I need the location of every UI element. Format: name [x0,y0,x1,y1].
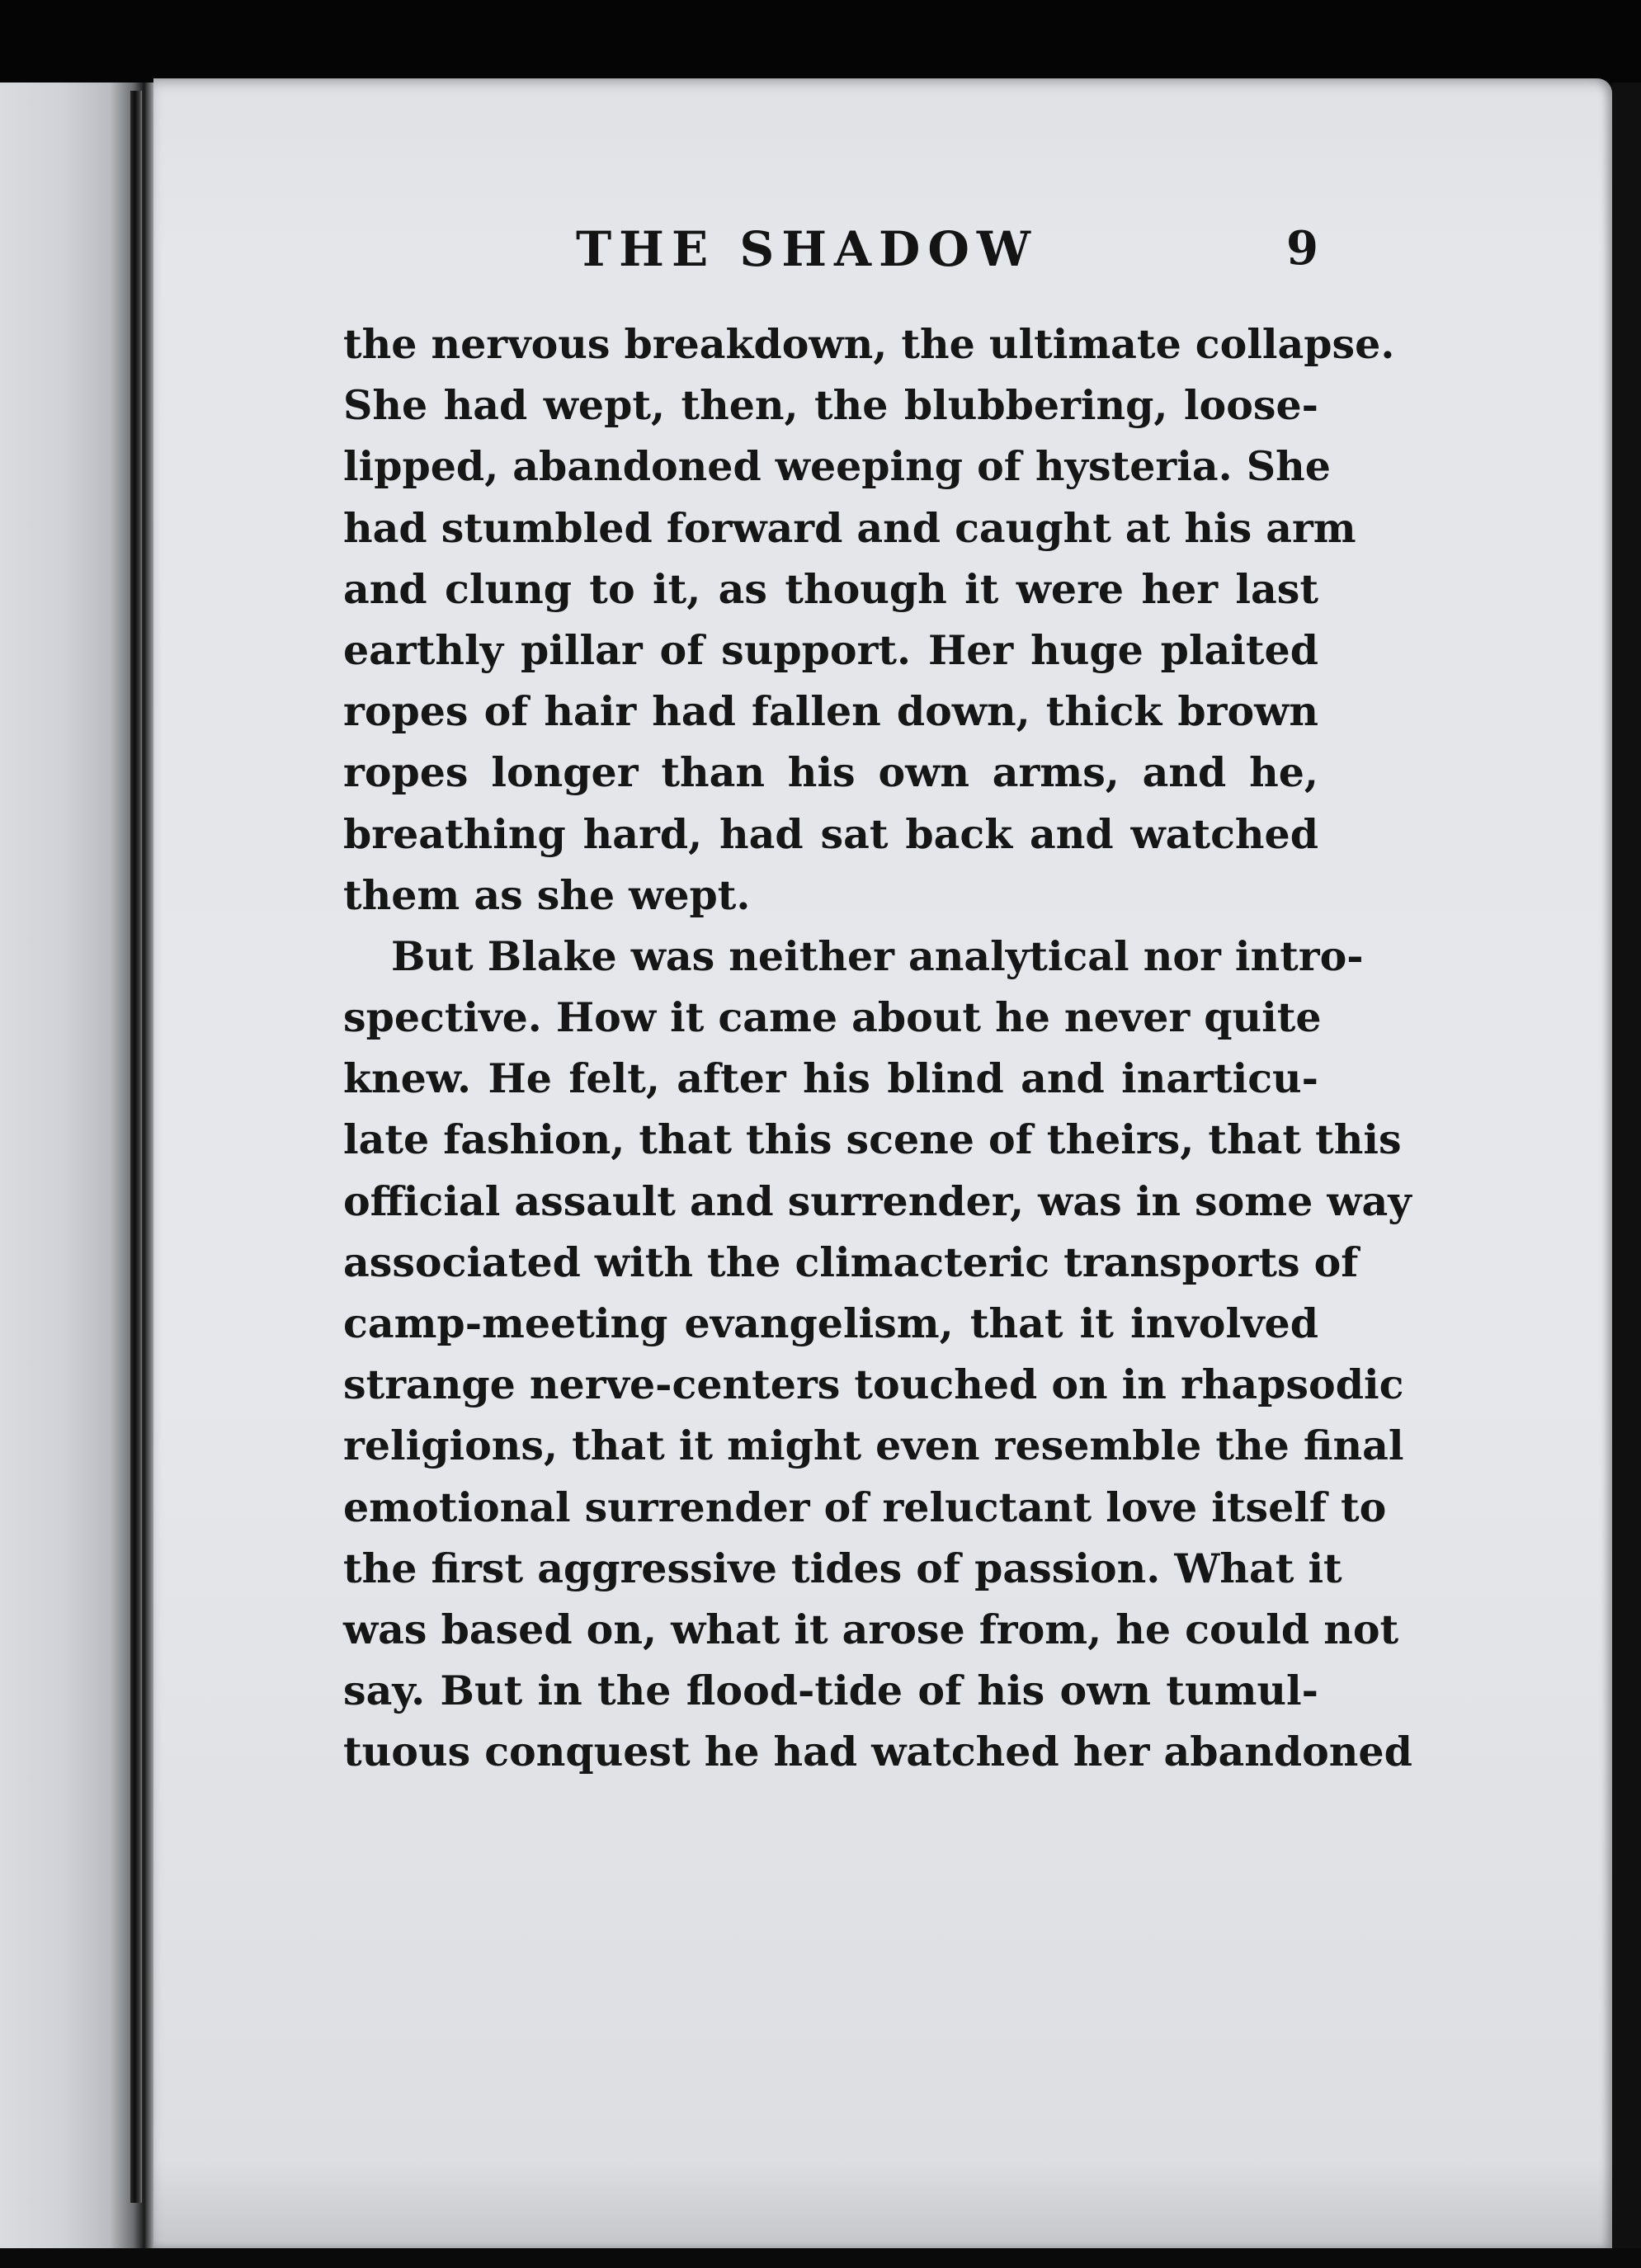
text-line: official assault and surrender, was in some way [343,1176,1412,1225]
text-line: tuous conquest he had watched her abandoned [343,1728,1412,1776]
page-number: 9 [1286,221,1318,276]
book-binding [130,91,142,2203]
text-line: But Blake was neither analytical nor intro- [391,931,1364,980]
running-head: THE SHADOW [576,221,1039,277]
text-line: religions, that it might even resemble the final [343,1422,1404,1470]
text-line: spective. How it came about he never quite [343,993,1322,1042]
text-line: ropes longer than his own arms, and he, [343,748,1318,797]
text-line: ropes of hair had fallen down, thick brown [343,687,1318,736]
text-line: associated with the climacteric transports of [343,1238,1359,1286]
text-line: them as she wept. [343,870,751,919]
text-line: breathing hard, had sat back and watched [343,809,1318,858]
text-line: say. But in the flood-tide of his own tumul- [343,1667,1318,1715]
text-line: was based on, what it arose from, he could not [343,1605,1399,1653]
text-line: emotional surrender of reluctant love itself to [343,1483,1387,1531]
scan-top-border [0,0,1641,83]
page-header [343,221,1318,287]
text-line: She had wept, then, the blubbering, loose- [343,381,1318,430]
scan-right-border [1612,83,1641,2268]
text-line: the nervous breakdown, the ultimate collapse. [343,320,1395,368]
text-line: lipped, abandoned weeping of hysteria. She [343,442,1331,491]
text-line: late fashion, that this scene of theirs, that this [343,1115,1402,1164]
text-line: and clung to it, as though it were her last [343,564,1318,613]
text-line: strange nerve-centers touched on in rhapsodic [343,1360,1404,1409]
text-line: knew. He felt, after his blind and inarticu- [343,1054,1318,1103]
text-line: had stumbled forward and caught at his arm [343,503,1356,552]
text-line: earthly pillar of support. Her huge plaited [343,625,1318,674]
text-line: the first aggressive tides of passion. What it [343,1544,1342,1592]
paragraph-2 [343,926,1412,1783]
text-line: camp-meeting evangelism, that it involved [343,1299,1318,1347]
scan-bottom-border [0,2248,1641,2268]
paragraph-1 [343,314,1395,926]
body-text [343,314,1412,1783]
